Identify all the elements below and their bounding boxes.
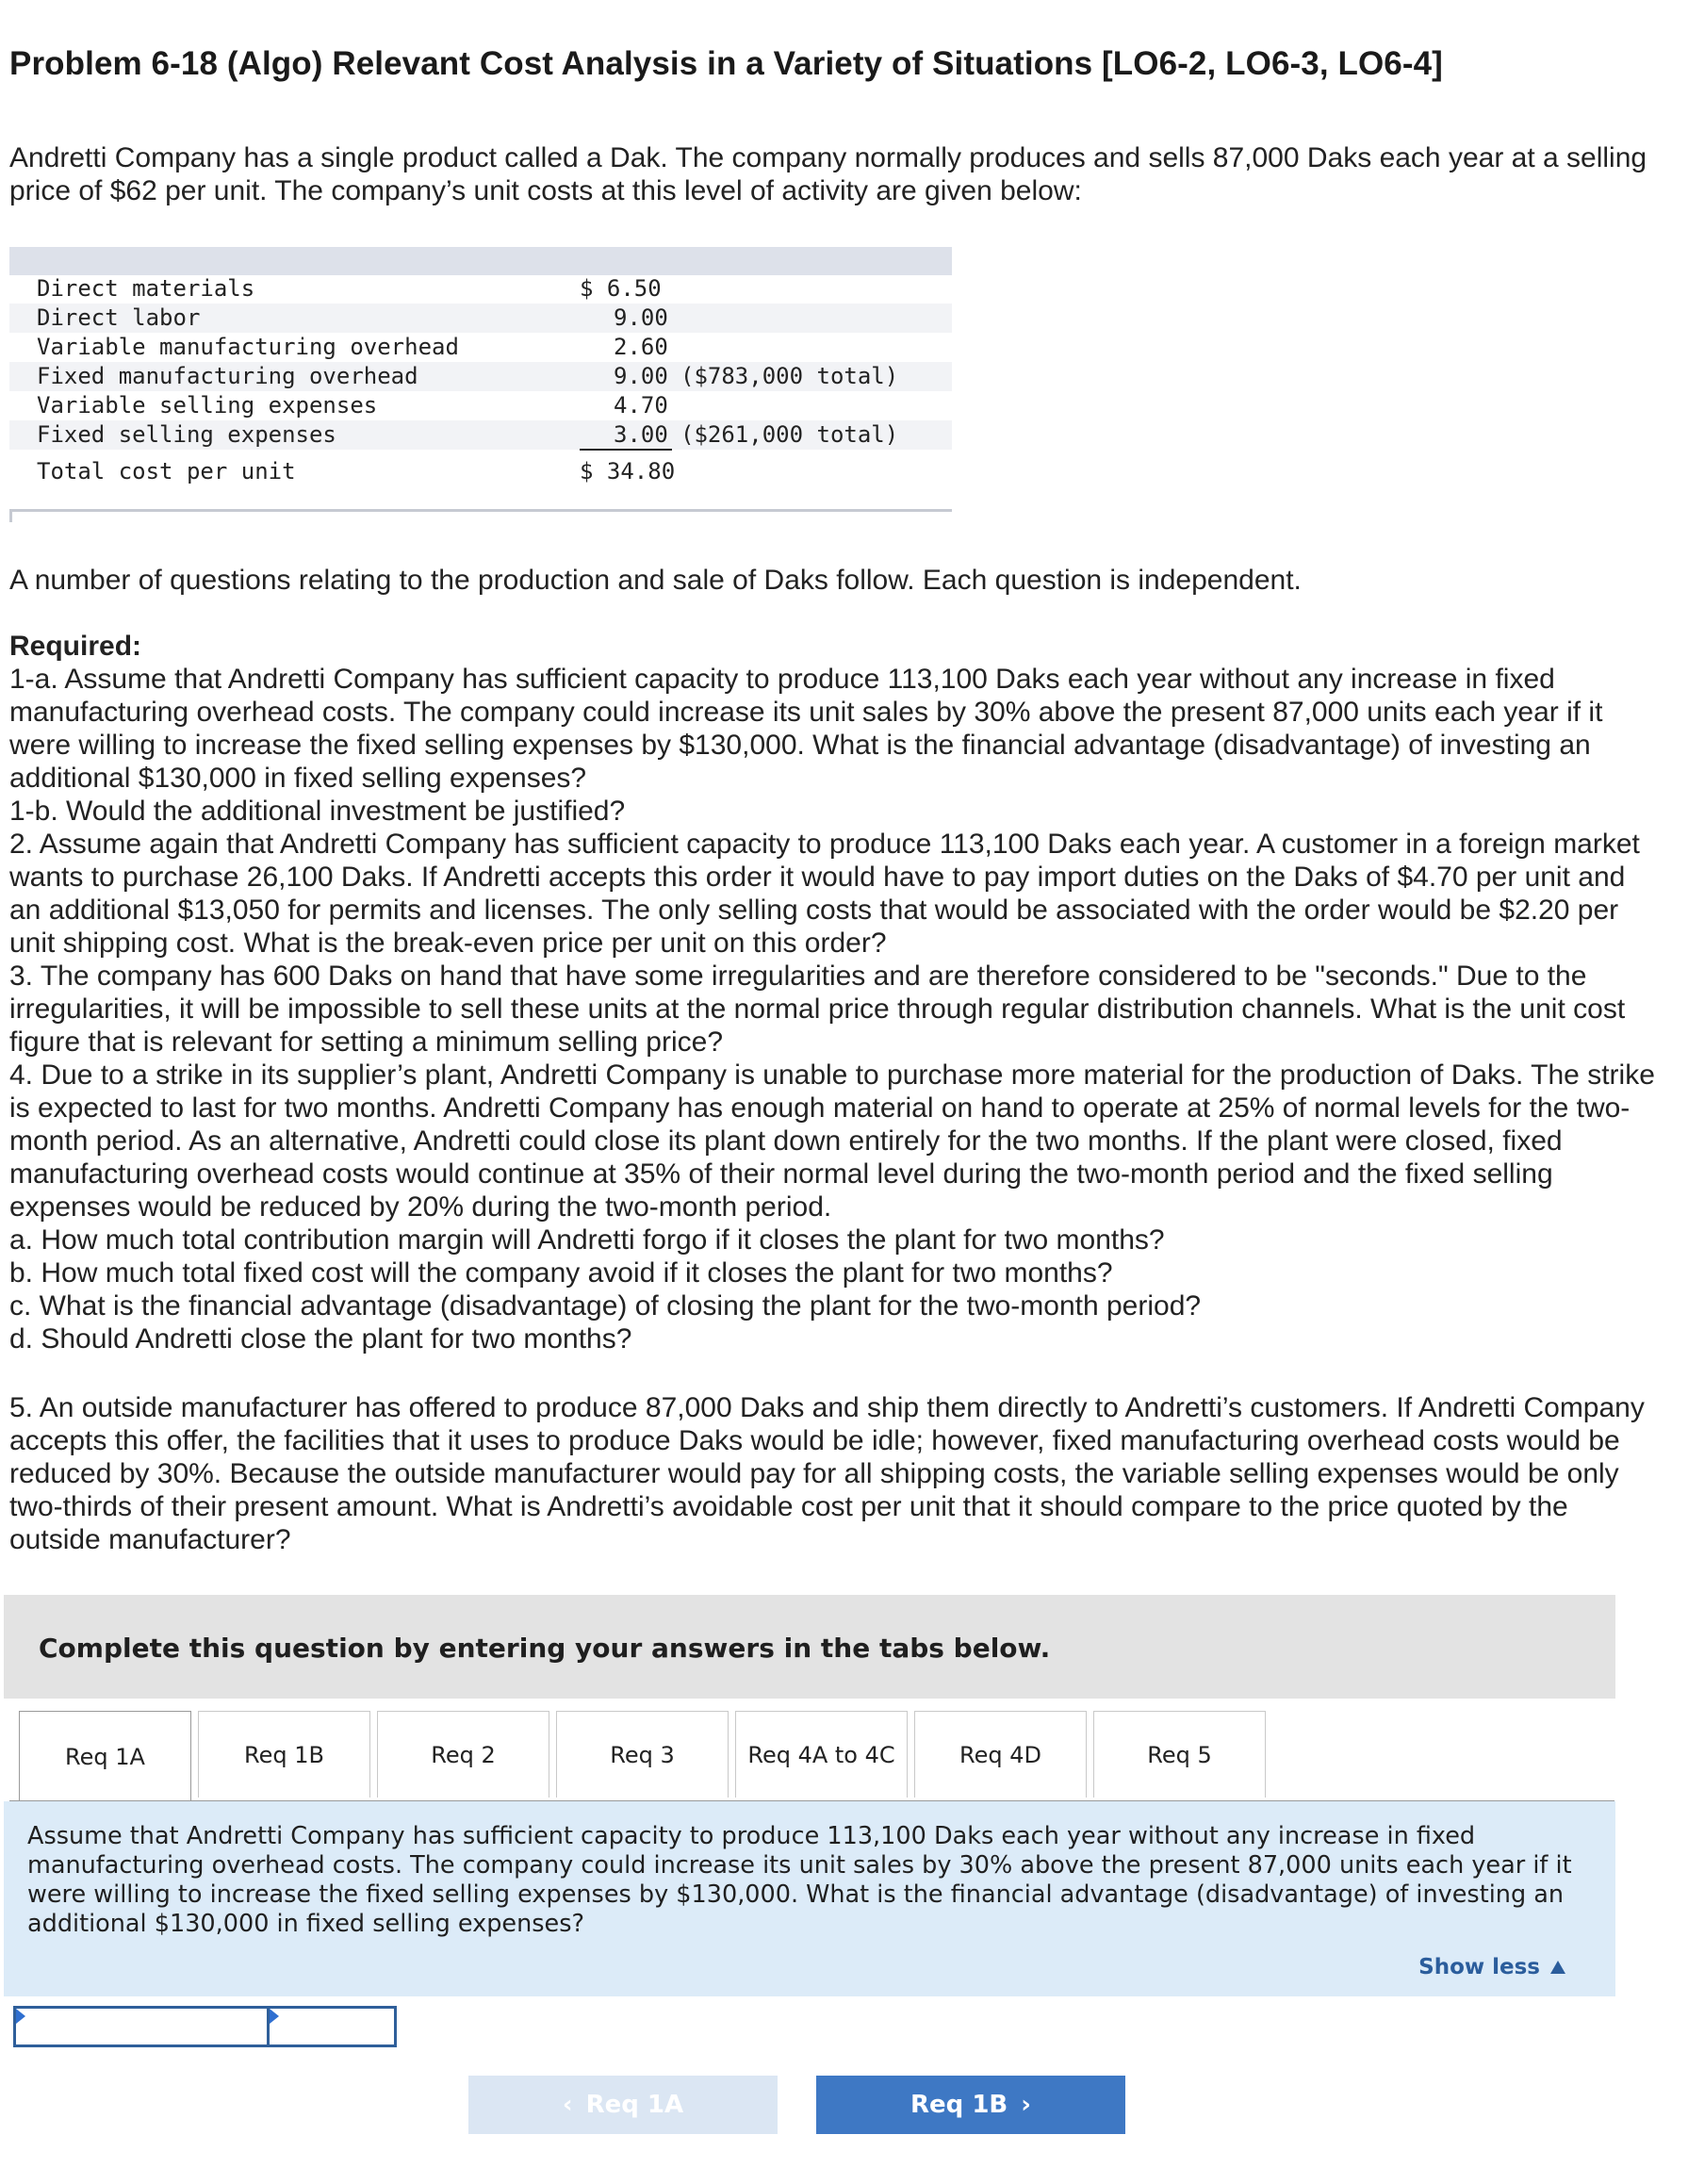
subtotal-rule	[580, 449, 672, 451]
show-less-link[interactable]	[1418, 1955, 1566, 1979]
table-total-row	[9, 457, 952, 486]
cell-marker-icon	[16, 2009, 25, 2024]
table-row	[9, 420, 952, 450]
cell-marker-icon	[270, 2009, 279, 2024]
total-label: Total cost per unit	[37, 458, 296, 484]
instruction-text: Complete this question by entering your answers in the tabs below.	[39, 1633, 1051, 1664]
row-amount: 3.00	[614, 421, 668, 448]
intro-paragraph: Andretti Company has a single product called a Dak. The company normally produces and sells 87,000 Daks each year at a selling price of $62 per unit. The company’s unit costs at this level of activity are given below:	[9, 142, 1647, 206]
prev-button-label: Req 1A	[585, 2091, 684, 2119]
triangle-up-icon	[1549, 1960, 1566, 1975]
table-footer-bar	[9, 509, 952, 512]
table-row	[9, 391, 952, 420]
prev-req-button[interactable]	[468, 2076, 778, 2134]
row-label: Direct materials	[37, 275, 255, 302]
next-button-label: Req 1B	[910, 2091, 1008, 2119]
unit-cost-table	[9, 247, 952, 520]
row-amount: 9.00	[614, 363, 668, 389]
answer-label-input[interactable]	[13, 2006, 270, 2047]
total-amount: $ 34.80	[580, 458, 676, 484]
tab-req-3[interactable]: Req 3	[556, 1711, 729, 1798]
tab-req-1b[interactable]: Req 1B	[198, 1711, 370, 1798]
chevron-right-icon: ›	[1021, 2091, 1031, 2119]
table-row	[9, 304, 952, 333]
required-questions: 1-a. Assume that Andretti Company has sufficient capacity to produce 113,100 Daks each year without any increase in fixed manufacturing overhead costs. The company could increase its unit sales by 30% above the present 87,000 units each year if it were willing to increase the fixed selling expenses by $130,000. What is the financial advantage (disadvantage) of investing an additional $130,000 in fixed selling expenses? 1-b. Would the additional investment be justified? 2. Assume again that Andretti Company has sufficient capacity to produce 113,100 Daks each year. A customer in a foreign market wants to purchase 26,100 Daks. If Andretti accepts this order it would have to pay import duties on the Daks of $4.70 per unit and an additional $13,050 for permits and licenses. The only selling costs that would be associated with the order would be $2.20 per unit shipping cost. What is the break-even price per unit on this order? 3. The company has 600 Daks on hand that have some irregularities and are therefore considered to be "seconds." Due to the irregularities, it will be impossible to sell these units at the normal price through regular distribution channels. What is the unit cost figure that is relevant for setting a minimum selling price? 4. Due to a strike in its supplier’s plant, Andretti Company is unable to purchase more material for the production of Daks. The strike is expected to last for two months. Andretti Company has enough material on hand to operate at 25% of normal levels for the two-month period. As an alternative, Andretti could close its plant down entirely for the two months. If the plant were closed, fixed manufacturing overhead costs would continue at 35% of their normal level during the two-month period and the fixed selling expenses would be reduced by 20% during the two-month period. a. How much total contribution margin will Andretti forgo if it closes the plant for two months? b. How much total fixed cost will the company avoid if it closes the plant for two months? c. What is the financial advantage (disadvantage) of closing the plant for the two-month period? d. Should Andretti close the plant for two months?	[9, 664, 1655, 1355]
tab-req-2[interactable]: Req 2	[377, 1711, 549, 1798]
table-row	[9, 274, 952, 304]
row-label: Direct labor	[37, 304, 201, 331]
next-req-button[interactable]	[816, 2076, 1125, 2134]
tab-req-1a[interactable]: Req 1A	[19, 1711, 191, 1801]
answer-row	[6, 2006, 571, 2047]
row-note: ($261,000 total)	[680, 421, 899, 448]
tab-req-4a-to-4c[interactable]: Req 4A to 4C	[735, 1711, 908, 1798]
table-row	[9, 333, 952, 362]
tab-req-4d[interactable]: Req 4D	[914, 1711, 1087, 1798]
row-label: Fixed selling expenses	[37, 421, 336, 448]
row-amount: 4.70	[614, 392, 668, 419]
row-note: ($783,000 total)	[680, 363, 899, 389]
tab-req-5[interactable]: Req 5	[1093, 1711, 1266, 1798]
row-amount: 2.60	[614, 334, 668, 360]
row-amount: $ 6.50	[580, 275, 662, 302]
table-footer-edge	[9, 509, 12, 522]
page-title: Problem 6-18 (Algo) Relevant Cost Analysis in a Variety of Situations [LO6-2, LO6-3, LO6-4]	[9, 45, 1443, 82]
question-5: 5. An outside manufacturer has offered to produce 87,000 Daks and ship them directly to Andretti’s customers. If Andretti Company accepts this offer, the facilities that it uses to produce Daks would be idle; however, fixed manufacturing overhead costs would be reduced by 30%. Because the outside manufacturer would pay for all shipping costs, the variable selling expenses would be only two-thirds of their present amount. What is Andretti’s avoidable cost per unit that it should compare to the price quoted by the outside manufacturer?	[9, 1392, 1645, 1555]
table-row	[9, 362, 952, 391]
show-less-label: Show less	[1418, 1955, 1540, 1979]
row-amount: 9.00	[614, 304, 668, 331]
row-label: Fixed manufacturing overhead	[37, 363, 418, 389]
question-box	[4, 1801, 1615, 1996]
question-text: Assume that Andretti Company has sufficient capacity to produce 113,100 Daks each year without any increase in fixed manufacturing overhead costs. The company could increase its unit sales by 30% above the present 87,000 units each year if it were willing to increase the fixed selling expenses by $130,000. What is the financial advantage (disadvantage) of investing an additional $130,000 in fixed selling expenses?	[27, 1822, 1572, 1938]
row-label: Variable manufacturing overhead	[37, 334, 459, 360]
instruction-banner	[4, 1595, 1615, 1699]
required-heading: Required:	[9, 631, 142, 662]
table-header-bar	[9, 247, 952, 275]
answer-amount-input[interactable]	[267, 2006, 397, 2047]
chevron-left-icon: ‹	[562, 2091, 573, 2119]
questions-intro: A number of questions relating to the production and sale of Daks follow. Each question is independent.	[9, 565, 1302, 596]
row-label: Variable selling expenses	[37, 392, 378, 419]
